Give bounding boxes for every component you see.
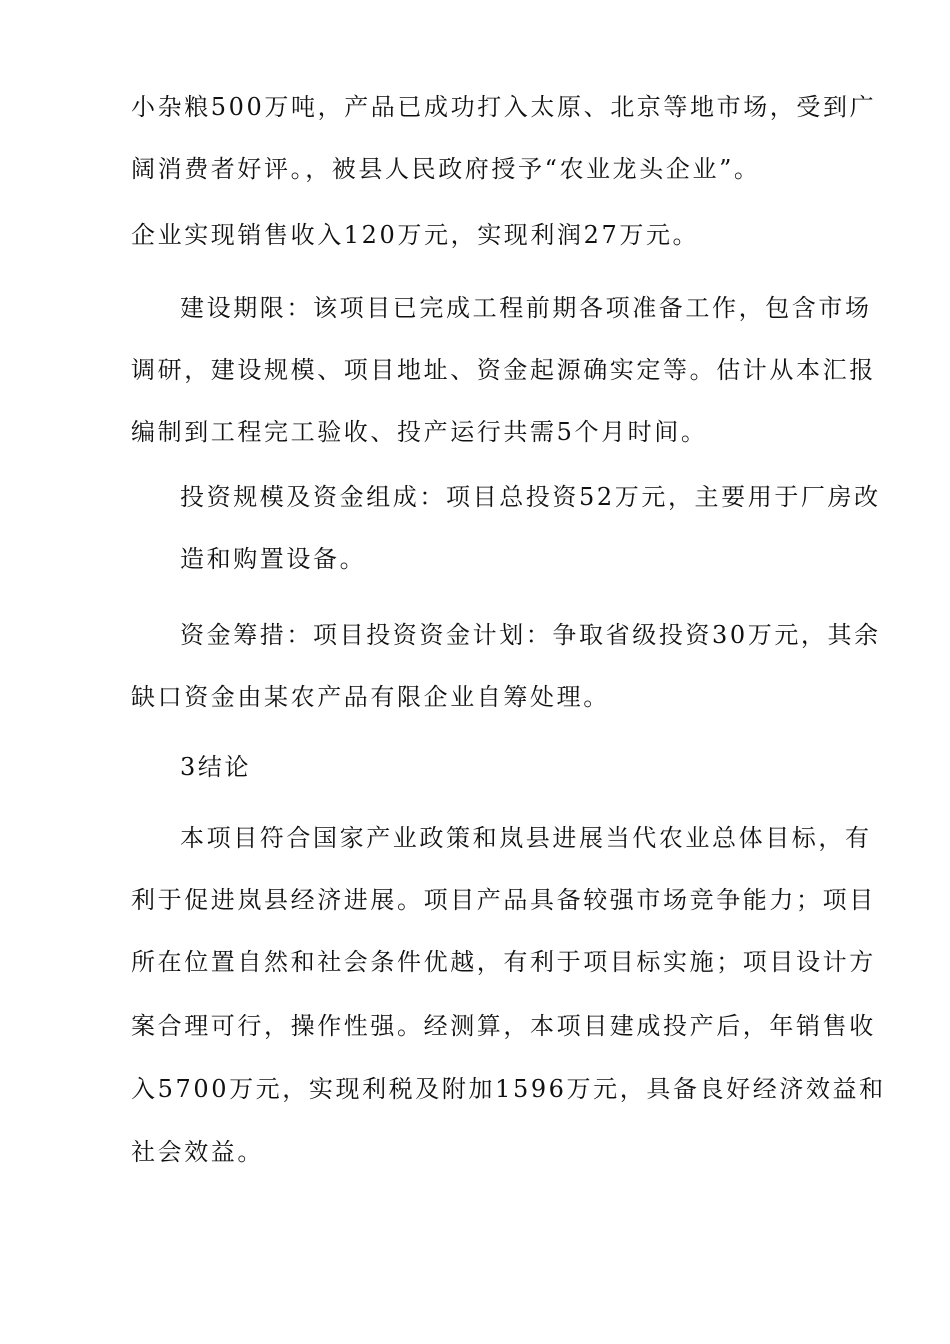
text-line-10: 缺口资金由某农产品有限企业自筹处理。 xyxy=(131,683,610,711)
text-line-9: 资金筹措：项目投资资金计划：争取省级投资30万元，其余 xyxy=(180,621,881,649)
text-line-6: 编制到工程完工验收、投产运行共需5个月时间。 xyxy=(131,418,708,446)
text-line-3: 企业实现销售收入120万元，实现利润27万元。 xyxy=(131,221,700,249)
text-line-7: 投资规模及资金组成：项目总投资52万元，主要用于厂房改 xyxy=(180,483,881,511)
text-line-2: 阔消费者好评。，被县人民政府授予“农业龙头企业”。 xyxy=(131,155,761,183)
text-line-8: 造和购置设备。 xyxy=(180,545,367,573)
text-line-12: 本项目符合国家产业政策和岚县进展当代农业总体目标，有 xyxy=(180,824,872,852)
text-line-15: 案合理可行，操作性强。经测算，本项目建成投产后，年销售收 xyxy=(131,1012,876,1040)
text-line-4: 建设期限：该项目已完成工程前期各项准备工作，包含市场 xyxy=(180,294,872,322)
text-line-5: 调研，建设规模、项目地址、资金起源确实定等。估计从本汇报 xyxy=(131,356,876,384)
text-line-14: 所在位置自然和社会条件优越，有利于项目标实施；项目设计方 xyxy=(131,948,876,976)
text-line-17: 社会效益。 xyxy=(131,1138,264,1166)
section-heading: 3结论 xyxy=(180,753,252,781)
text-line-13: 利于促进岚县经济进展。项目产品具备较强市场竞争能力；项目 xyxy=(131,886,876,914)
text-line-16: 入5700万元，实现利税及附加1596万元，具备良好经济效益和 xyxy=(131,1075,886,1103)
text-line-1: 小杂粮500万吨，产品已成功打入太原、北京等地市场，受到广 xyxy=(131,93,877,121)
